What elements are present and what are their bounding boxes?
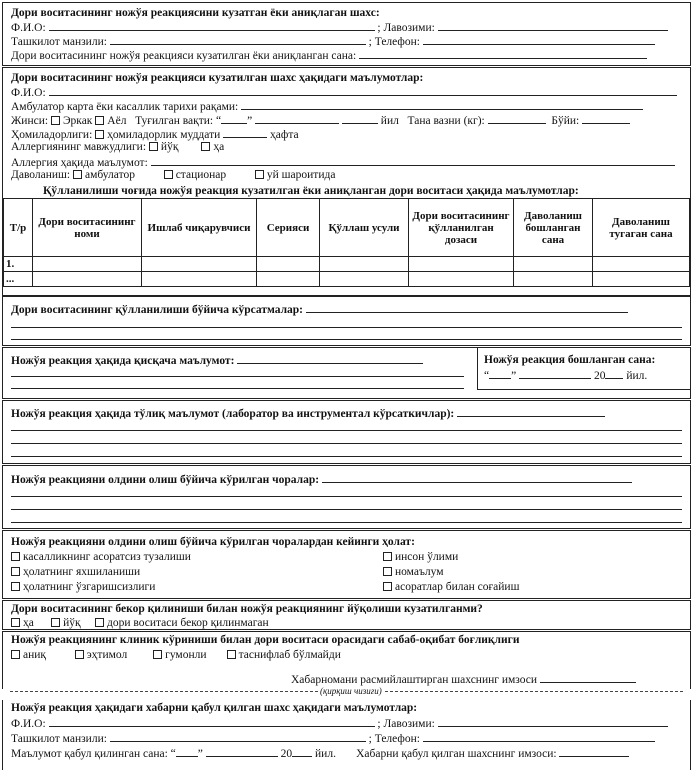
cancel-title: Дори воситасининг бекор қилиниши билан ножўя реакциянинг йўқолиши кузатилганми? <box>11 603 483 615</box>
drug-table-section <box>2 198 691 296</box>
allergy-yes-label: ҳа <box>213 141 225 153</box>
col-header: Даволаниш тугаган сана <box>593 199 690 257</box>
measures-field[interactable] <box>322 472 632 483</box>
instructions-line[interactable] <box>11 339 682 340</box>
measures-line[interactable] <box>11 496 682 497</box>
outcome-checkbox[interactable] <box>11 582 20 591</box>
reporter-title: Дори воситасининг ножўя реакциясини кузатган ёки аниқлаган шахс: <box>11 7 380 19</box>
patient-fio-field[interactable] <box>49 85 677 96</box>
receiver-fio-row <box>11 716 668 730</box>
reporter-org-field[interactable] <box>110 34 366 45</box>
start-date-label: Ножўя реакция бошланган сана: <box>484 354 656 366</box>
instructions-row <box>11 302 628 316</box>
causality-section <box>2 631 691 689</box>
col-header: Даволаниш бошланган сана <box>514 199 593 257</box>
table-cell[interactable] <box>33 272 142 287</box>
home-checkbox[interactable] <box>255 170 264 179</box>
col-header: Серияси <box>257 199 320 257</box>
received-year-label: йил. <box>315 748 336 760</box>
brief-line[interactable] <box>11 376 464 377</box>
col-header: Қўллаш усули <box>320 199 409 257</box>
col-header: Дори воситасининг номи <box>33 199 142 257</box>
female-label: Аёл <box>107 115 127 127</box>
table-cell[interactable] <box>33 257 142 272</box>
birth-day-field[interactable] <box>221 113 247 124</box>
treatment-label: Даволаниш: <box>11 169 71 181</box>
height-field[interactable] <box>582 113 630 124</box>
causality-title: Ножўя реакциянинг клиник кўриниши билан дори воситаси орасидаги сабаб-оқибат боғлиқлиги <box>11 634 520 646</box>
male-label: Эркак <box>62 115 93 127</box>
brief-line[interactable] <box>11 388 464 389</box>
measures-line[interactable] <box>11 509 682 510</box>
table-cell[interactable] <box>409 257 514 272</box>
patient-title: Дори воситасининг ножўя реакцияси кузатилган шахс ҳақидаги маълумотлар: <box>11 72 424 84</box>
receiver-phone-field[interactable] <box>423 731 655 742</box>
weight-label: Тана вазни (кг): <box>407 115 485 127</box>
table-cell[interactable] <box>320 257 409 272</box>
full-info-line[interactable] <box>11 456 682 457</box>
patient-fio-row <box>11 85 677 99</box>
table-cell[interactable] <box>320 272 409 287</box>
signature-label: Хабарномани расмийлаштирган шахснинг имзоси <box>291 674 538 686</box>
causality-checkbox[interactable] <box>153 650 162 659</box>
patient-treatment-row <box>11 169 335 181</box>
org-address-label: Ташкилот манзили: <box>11 36 107 48</box>
outcome-option <box>11 551 191 563</box>
full-info-line[interactable] <box>11 430 682 431</box>
receiver-signature-field[interactable] <box>559 746 629 757</box>
outcome-checkbox[interactable] <box>11 567 20 576</box>
not-cancelled-checkbox[interactable] <box>95 618 104 627</box>
pregnancy-term-label: ҳомиладорлик муддати <box>107 129 221 141</box>
table-row <box>4 272 690 287</box>
measures-section <box>2 465 691 529</box>
full-info-section <box>2 400 691 464</box>
receiver-org-label: Ташкилот манзили: <box>11 733 107 745</box>
cancel-options <box>11 617 269 629</box>
inpatient-checkbox[interactable] <box>164 170 173 179</box>
patient-section <box>2 67 691 199</box>
table-cell[interactable] <box>514 257 593 272</box>
causality-options <box>11 649 341 661</box>
causality-label: таснифлаб бўлмайди <box>238 649 341 661</box>
outpatient-checkbox[interactable] <box>73 170 82 179</box>
drug-table-title: Қўлланилиши чоғида ножўя реакция кузатилган ёки аниқланган дори воситаси ҳақида маълумотлар: <box>43 185 579 197</box>
birth-year-field[interactable] <box>342 113 378 124</box>
home-label: уй шароитида <box>266 169 336 181</box>
patient-fio-label: Ф.И.О: <box>11 87 46 99</box>
receiver-fio-label: Ф.И.О: <box>11 718 46 730</box>
reporter-fio-row <box>11 20 668 34</box>
patient-card-row <box>11 99 643 113</box>
quote-close: ” <box>511 370 517 382</box>
start-month-field[interactable] <box>519 368 591 379</box>
table-cell[interactable] <box>514 272 593 287</box>
pregnancy-term-field[interactable] <box>223 127 267 138</box>
table-cell: 1. <box>4 257 33 272</box>
cancel-yes-checkbox[interactable] <box>11 618 20 627</box>
brief-field[interactable] <box>237 353 423 364</box>
drug-table <box>3 198 690 287</box>
received-day-field[interactable] <box>176 746 198 757</box>
outcome-title: Ножўя реакцияни олдини олиш бўйича кўрилган чоралардан кейинги ҳолат: <box>11 536 415 548</box>
instructions-field[interactable] <box>306 302 628 313</box>
outcome-checkbox[interactable] <box>383 567 392 576</box>
patient-pregnancy-row <box>11 127 299 141</box>
allergy-present-label: Аллергиянинг мавжудлиги: <box>11 141 147 153</box>
col-header: Ишлаб чиқарувчиси <box>142 199 257 257</box>
start-date-box <box>477 347 690 390</box>
table-cell: ... <box>4 272 33 287</box>
cancel-yes-label: ҳа <box>23 617 34 629</box>
receiver-signature-label: Хабарни қабул қилган шахснинг имзоси: <box>356 748 557 760</box>
measures-label: Ножўя реакцияни олдини олиш бўйича кўрилган чоралар: <box>11 474 320 486</box>
start-year-field[interactable] <box>605 368 623 379</box>
outcome-label: касалликнинг асоратсиз тузалиши <box>23 551 191 563</box>
reporter-fio-field[interactable] <box>49 20 375 31</box>
outcome-label: ҳолатнинг ўзгаришсизлиги <box>23 581 156 593</box>
drug-table-header-row <box>4 199 690 257</box>
causality-checkbox[interactable] <box>75 650 84 659</box>
reporter-section <box>2 2 691 66</box>
birth-year-label: йил <box>380 115 399 127</box>
outcome-option <box>11 581 155 593</box>
outcome-label: ҳолатнинг яхшиланиши <box>23 566 141 578</box>
receiver-section <box>2 700 691 770</box>
receiver-org-field[interactable] <box>110 731 366 742</box>
outcome-option <box>383 566 444 578</box>
outcome-label: инсон ўлими <box>395 551 459 563</box>
causality-checkbox[interactable] <box>227 650 236 659</box>
year-label: йил. <box>626 370 648 382</box>
table-cell[interactable] <box>593 257 690 272</box>
receiver-date-row <box>11 746 629 760</box>
not-cancelled-label: дори воситаси бекор қилинмаган <box>106 617 269 629</box>
col-header: Дори воситасининг қўлланилган дозаси <box>409 199 514 257</box>
cancel-no-label: йўқ <box>63 617 81 629</box>
table-cell[interactable] <box>142 257 257 272</box>
receiver-position-field[interactable] <box>438 716 668 727</box>
table-cell[interactable] <box>593 272 690 287</box>
table-cell[interactable] <box>409 272 514 287</box>
gender-label: Жинси: <box>11 115 49 127</box>
causality-label: гумонли <box>165 649 207 661</box>
instructions-label: Дори воситасининг қўлланилиши бўйича кўрсатмалар: <box>11 304 303 316</box>
date-received-label: Маълумот қабул қилинган сана: “ <box>11 748 176 760</box>
measures-line[interactable] <box>11 522 682 523</box>
brief-section <box>2 347 691 399</box>
card-field[interactable] <box>241 99 643 110</box>
received-quote: ” <box>197 748 203 760</box>
week-label: ҳафта <box>270 129 299 141</box>
receiver-fio-field[interactable] <box>49 716 375 727</box>
patient-allergy-info-row <box>11 155 675 169</box>
cancel-section <box>2 600 691 630</box>
outpatient-label: амбулатор <box>84 169 135 181</box>
receiver-org-row <box>11 731 655 745</box>
table-cell[interactable] <box>257 272 320 287</box>
outcome-option <box>383 551 458 563</box>
receiver-title: Ножўя реакция ҳақидаги хабарни қабул қилган шахс ҳақидаги маълумотлар: <box>11 702 418 714</box>
instructions-section <box>2 296 691 346</box>
reporter-phone-field[interactable] <box>423 34 655 45</box>
table-row <box>4 257 690 272</box>
instructions-line[interactable] <box>11 327 682 328</box>
cut-line-label: (қирқиш чизиғи) <box>320 686 382 696</box>
full-info-field[interactable] <box>457 406 605 417</box>
brief-label: Ножўя реакция ҳақида қисқача маълумот: <box>11 355 235 367</box>
allergy-no-checkbox[interactable] <box>149 142 158 151</box>
start-day-field[interactable] <box>489 368 511 379</box>
outcome-checkbox[interactable] <box>11 552 20 561</box>
date-detected-field[interactable] <box>359 48 647 59</box>
table-cell[interactable] <box>257 257 320 272</box>
full-info-line[interactable] <box>11 443 682 444</box>
causality-label: эҳтимол <box>86 649 128 661</box>
full-info-label: Ножўя реакция ҳақида тўлиқ маълумот (лаборатор ва инструментал кўрсаткичлар): <box>11 408 455 420</box>
received-month-field[interactable] <box>206 746 278 757</box>
position-label: ; Лавозими: <box>377 22 435 34</box>
causality-label: аниқ <box>23 649 46 661</box>
full-info-row <box>11 406 605 420</box>
received-year-field[interactable] <box>292 746 312 757</box>
inpatient-label: стационар <box>175 169 227 181</box>
weight-field[interactable] <box>488 113 546 124</box>
female-checkbox[interactable] <box>95 116 104 125</box>
causality-checkbox[interactable] <box>11 650 20 659</box>
year-prefix: 20 <box>593 370 606 382</box>
outcome-label: асоратлар билан соғайиш <box>395 581 520 593</box>
allergy-info-label: Аллергия ҳақида маълумот: <box>11 157 148 169</box>
allergy-yes-checkbox[interactable] <box>201 142 210 151</box>
height-label: Бўйи: <box>551 115 580 127</box>
patient-gender-row <box>11 113 630 127</box>
receiver-position-label: ; Лавозими: <box>377 718 435 730</box>
cancel-no-checkbox[interactable] <box>51 618 60 627</box>
measures-row <box>11 472 632 486</box>
birth-label: Туғилган вақти: “ <box>135 115 222 127</box>
brief-row <box>11 353 423 367</box>
outcome-option <box>11 566 140 578</box>
outcome-checkbox[interactable] <box>383 582 392 591</box>
table-cell[interactable] <box>142 272 257 287</box>
start-date-row <box>484 368 647 382</box>
date-detected-label: Дори воситасининг ножўя реакцияси кузатилган ёки аниқланган сана: <box>11 50 357 62</box>
col-header: Т/р <box>4 199 33 257</box>
outcome-option <box>383 581 519 593</box>
outcome-section <box>2 530 691 599</box>
pregnancy-checkbox[interactable] <box>95 130 104 139</box>
pregnancy-label: Ҳомиладорлиги: <box>11 129 93 141</box>
birth-month-field[interactable] <box>255 113 339 124</box>
card-label: Амбулатор карта ёки касаллик тарихи рақами: <box>11 101 239 113</box>
allergy-info-field[interactable] <box>151 155 675 166</box>
received-year-prefix: 20 <box>280 748 293 760</box>
reporter-position-field[interactable] <box>438 20 668 31</box>
allergy-no-label: йўқ <box>160 141 179 153</box>
signature-row <box>291 672 636 686</box>
reporter-org-row <box>11 34 655 48</box>
outcome-checkbox[interactable] <box>383 552 392 561</box>
patient-allergy-row <box>11 141 224 153</box>
quote-open: “ <box>484 370 490 382</box>
signature-field[interactable] <box>540 672 636 683</box>
receiver-phone-label: ; Телефон: <box>368 733 420 745</box>
birth-quote: ” <box>247 115 253 127</box>
phone-label: ; Телефон: <box>368 36 420 48</box>
reporter-date-row <box>11 48 647 62</box>
fio-label: Ф.И.О: <box>11 22 46 34</box>
male-checkbox[interactable] <box>51 116 60 125</box>
outcome-label: номаълум <box>395 566 444 578</box>
